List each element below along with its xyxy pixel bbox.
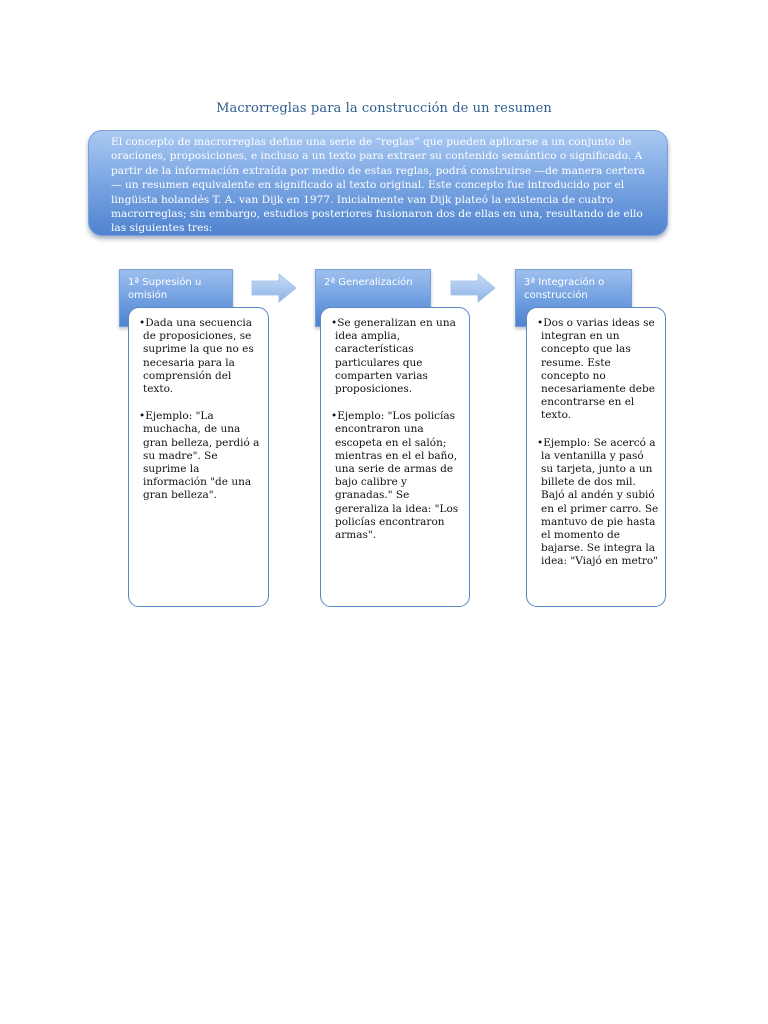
step-3-bullet-2 — [537, 437, 659, 569]
step-2-title: 2ª Generalización — [324, 277, 413, 288]
intro-box — [88, 130, 668, 236]
arrow-right-icon — [251, 273, 297, 303]
step-2-bullet-1 — [331, 317, 463, 396]
bullet-mark: • — [331, 410, 338, 423]
step-1-box — [128, 307, 269, 607]
step-3-bullet-1-text: Dos o varias ideas se integran en un concepto que las resume. Este concepto no necesariamente debe encontrarse en el texto. — [541, 317, 655, 422]
step-3-title: 3ª Integración o construcción — [524, 277, 605, 301]
step-1-bullet-2 — [139, 410, 262, 502]
step-1-title: 1ª Supresión u omisión — [128, 277, 202, 301]
step-3-box — [526, 307, 666, 607]
bullet-mark: • — [139, 317, 146, 329]
bullet-mark: • — [537, 317, 544, 329]
page-title: Macrorreglas para la construcción de un resumen — [216, 101, 552, 116]
arrow-right-icon — [450, 273, 496, 303]
intro-text: El concepto de macrorreglas define una serie de “reglas” que pueden aplicarse a un conjunto de oraciones, proposiciones, e incluso a un texto para extraer su contenido semántico o significado. A partir de la información extraída por medio de estas reglas, podrá construirse —de manera certera— un resumen equivalente en significado al texto original. Este concepto fue introducido por el lingüista holandés T. A. van Dijk en 1977. Inicialmente van Dijk plateó la existencia de cuatro macrorreglas; sin embargo, estudios posteriores fusionaron dos de ellas en una, resultando de ello las siguientes tres: — [111, 136, 645, 235]
step-1-bullet-1-text: Dada una secuencia de proposiciones, se suprime la que no es necesaria para la comprensión del texto. — [143, 317, 254, 396]
step-2-bullet-2 — [331, 410, 463, 542]
step-2-bullet-1-text: Se generalizan en una idea amplia, características particulares que comparten varias proposiciones. — [335, 317, 456, 396]
step-1-bullet-2-text: Ejemplo: "La muchacha, de una gran belleza, perdió a su madre". Se suprime la información "de una gran belleza". — [143, 410, 260, 502]
step-3-bullet-2-text: Ejemplo: Se acercó a la ventanilla y pasó su tarjeta, junto a un billete de dos mil. Bajó al andén y subió en el primer carro. Se mantuvo de pie hasta el momento de bajarse. Se integra la idea: "Viajó en metro" — [541, 436, 659, 568]
step-3-bullet-1 — [537, 317, 659, 423]
bullet-mark: • — [139, 410, 146, 423]
step-2-bullet-2-text: Ejemplo: "Los policías encontraron una escopeta en el salón; mientras en el el baño, una serie de armas de bajo calibre y granadas." Se gereraliza la idea: "Los policías encontraron armas". — [335, 410, 459, 542]
bullet-mark: • — [331, 317, 338, 329]
step-2-box — [320, 307, 470, 607]
step-1-bullet-1 — [139, 317, 262, 396]
bullet-mark: • — [537, 436, 544, 449]
